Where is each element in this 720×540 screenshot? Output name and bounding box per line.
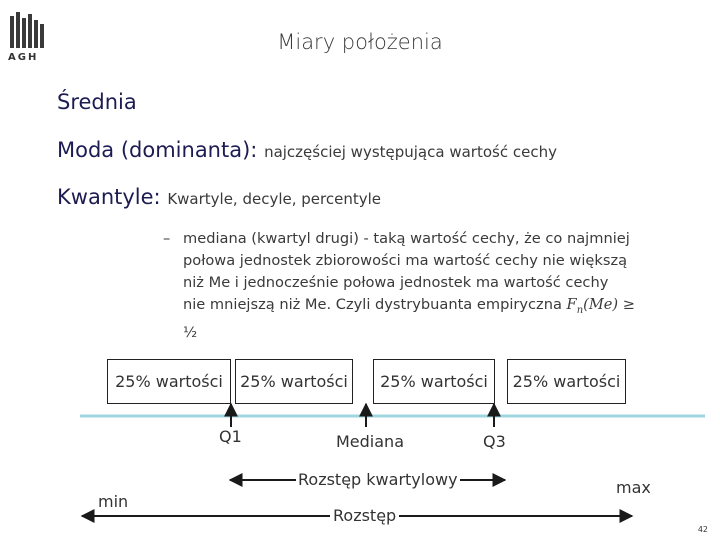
quartile-box-2: 25% wartości xyxy=(235,359,353,404)
quartile-box-3: 25% wartości xyxy=(373,359,495,404)
rozstep-label: Rozstęp xyxy=(330,506,399,525)
page-number: 42 xyxy=(697,525,708,534)
definition-line: połowa jednostek zbiorowości ma wartość cechy nie większą xyxy=(183,252,628,269)
max-label: max xyxy=(616,478,651,497)
rozstep-kwartylowy-label: Rozstęp kwartylowy xyxy=(298,470,458,489)
formula-f: F xyxy=(566,296,577,313)
bullet-dash: – xyxy=(163,230,171,247)
mediana-label: Mediana xyxy=(336,432,404,451)
logo-text: AGH xyxy=(8,52,39,63)
heading-srednia: Średnia xyxy=(57,90,137,114)
moda-description: najczęściej występująca wartość cechy xyxy=(264,143,557,161)
min-label: min xyxy=(98,492,129,511)
definition-line: niż Me i jednocześnie połowa jednostek ma wartość cechy xyxy=(183,274,609,291)
q1-label: Q1 xyxy=(219,427,242,446)
kwantyle-label: Kwantyle: xyxy=(57,185,161,209)
formula-subscript: n xyxy=(576,304,584,316)
definition-line: nie mniejszą niż Me. Czyli dystrybuanta empiryczna xyxy=(183,296,567,313)
kwantyle-description: Kwartyle, decyle, percentyle xyxy=(167,190,381,208)
moda-label: Moda (dominanta): xyxy=(57,138,258,162)
quartile-box-1: 25% wartości xyxy=(107,359,231,404)
quartile-box-4: 25% wartości xyxy=(507,359,626,404)
definition-line: mediana (kwartyl drugi) - taką wartość cechy, że co najmniej xyxy=(183,230,630,247)
q3-label: Q3 xyxy=(483,432,506,451)
page-title: Miary położenia xyxy=(277,30,443,54)
formula-half: ½ xyxy=(183,323,198,341)
formula-rest: (Me) ≥ xyxy=(583,296,635,313)
